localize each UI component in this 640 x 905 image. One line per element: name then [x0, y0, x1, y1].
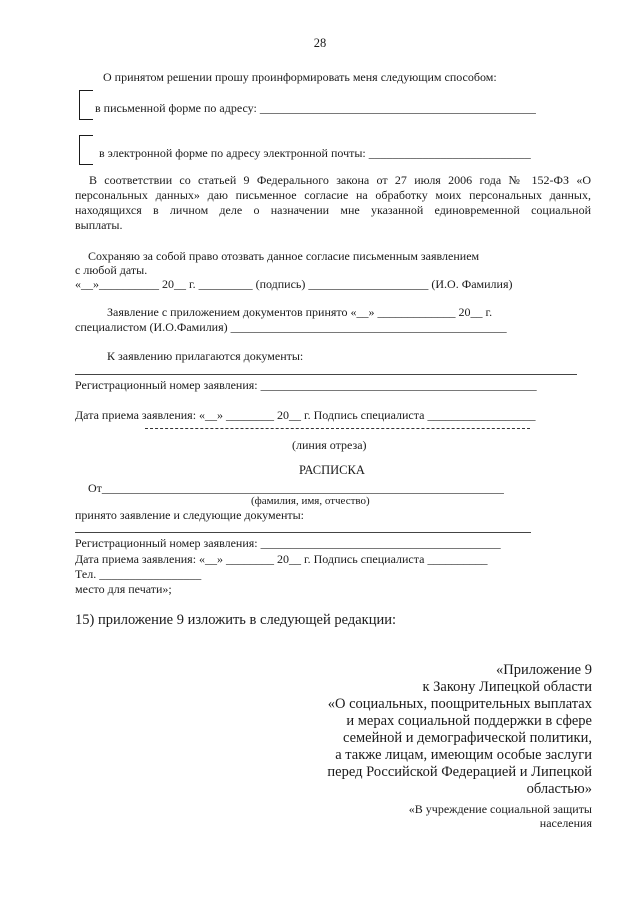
- accepted-line-1: Заявление с приложением документов принято «__» _____________ 20__ г.: [107, 305, 493, 319]
- registration-number-2: Регистрационный номер заявления: ________________________________________: [75, 536, 501, 550]
- phone-line: Тел. _________________: [75, 567, 202, 581]
- appendix-line: к Закону Липецкой области: [422, 679, 592, 695]
- signature-line: «__»__________ 20__ г. _________ (подпись) ____________________ (И.О. Фамилия): [75, 277, 513, 291]
- appendix-line: областью»: [526, 781, 592, 797]
- consent-line-2: персональных данных» даю письменное согласие на обработку моих персональных данных,: [75, 188, 591, 202]
- received-docs-line: [75, 532, 531, 533]
- notify-intro: О принятом решении прошу проинформировать меня следующим способом:: [103, 70, 497, 84]
- amendment-line: 15) приложение 9 изложить в следующей редакции:: [75, 612, 397, 628]
- attached-docs-label: К заявлению прилагаются документы:: [107, 349, 304, 363]
- addressee-line: населения: [539, 816, 592, 830]
- page-number: 28: [313, 36, 327, 50]
- postal-option-checkbox: [79, 90, 93, 120]
- consent-line-1: В соответствии со статьей 9 Федерального закона от 27 июля 2006 года № 152-ФЗ «О: [89, 173, 591, 187]
- receipt-date-2: Дата приема заявления: «__» ________ 20__ г. Подпись специалиста __________: [75, 552, 488, 566]
- appendix-line: «Приложение 9: [496, 662, 592, 678]
- appendix-line: и мерах социальной поддержки в сфере: [346, 713, 592, 729]
- consent-line-4: выплаты.: [75, 218, 123, 232]
- appendix-line: а также лицам, имеющим особые заслуги: [335, 747, 592, 763]
- stamp-place: место для печати»;: [75, 582, 172, 596]
- revoke-line-2: с любой даты.: [75, 263, 148, 277]
- appendix-line: «О социальных, поощрительных выплатах: [327, 696, 592, 712]
- cut-line-label: (линия отреза): [292, 438, 367, 452]
- appendix-line: перед Российской Федерацией и Липецкой: [327, 764, 592, 780]
- addressee-block: [409, 802, 592, 830]
- email-option-text: в электронной форме по адресу электронной почты: ___________________________: [99, 146, 531, 160]
- registration-number: Регистрационный номер заявления: ______________________________________________: [75, 378, 537, 392]
- email-option-checkbox: [79, 135, 93, 165]
- from-caption: (фамилия, имя, отчество): [251, 495, 370, 507]
- addressee-line: «В учреждение социальной защиты: [408, 802, 592, 816]
- receipt-date: Дата приема заявления: «__» ________ 20__ г. Подпись специалиста __________________: [75, 408, 536, 422]
- revoke-line-1: Сохраняю за собой право отозвать данное согласие письменным заявлением: [88, 249, 480, 263]
- attached-docs-line: [75, 374, 577, 375]
- appendix-line: семейной и демографической политики,: [342, 730, 592, 746]
- from-line: От___________________________________________________________________: [88, 481, 504, 495]
- postal-option-text: в письменной форме по адресу: ______________________________________________: [95, 101, 536, 115]
- consent-line-3: находящихся в личном деле о назначении мне указанной единовременной социальной: [75, 203, 591, 217]
- receipt-title: РАСПИСКА: [299, 463, 365, 477]
- appendix-heading: [327, 662, 592, 798]
- cut-dashed-line: [145, 428, 530, 429]
- received-docs-label: принято заявление и следующие документы:: [75, 508, 305, 522]
- accepted-line-2: специалистом (И.О.Фамилия) ______________________________________________: [75, 320, 507, 334]
